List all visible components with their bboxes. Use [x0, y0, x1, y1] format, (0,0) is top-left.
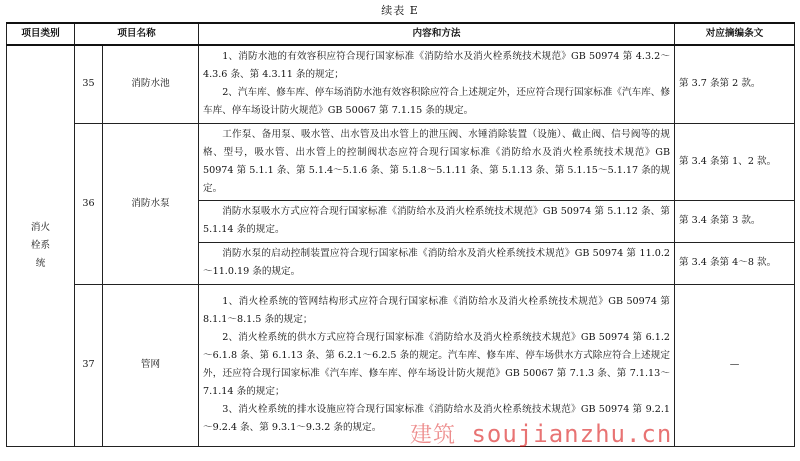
- content-paragraph: 消防水泵吸水方式应符合现行国家标准《消防给水及消火栓系统技术规范》GB 50974 第 5.1.12 条、第 5.1.14 条的规定。: [203, 206, 670, 235]
- row-reference: —: [675, 284, 795, 446]
- row-content: [199, 45, 675, 123]
- row-content: [199, 200, 675, 242]
- row-reference: 第 3.4 条第 1、2 款。: [675, 123, 795, 200]
- content-paragraph: 2、汽车库、修车库、停车场消防水池有效容积除应符合上述规定外，还应符合现行国家标准《汽车库、修车库、停车场设计防火规范》GB 50067 第 7.1.15 条的规定。: [203, 87, 670, 117]
- row-name: 管网: [103, 284, 199, 446]
- content-paragraph: 3、消火栓系统的排水设施应符合现行国家标准《消防给水及消火栓系统技术规范》GB 50974 第 9.2.1～9.2.4 条、第 9.3.1～9.3.2 条的规定。: [203, 404, 670, 433]
- content-paragraph: 1、消防水池的有效容积应符合现行国家标准《消防给水及消火栓系统技术规范》GB 50974 第 4.3.2～4.3.6 条、第 4.3.11 条的规定；: [203, 51, 670, 81]
- row-number: 35: [75, 45, 103, 123]
- row-content: [199, 284, 675, 446]
- watermark-cn: 建筑: [410, 423, 457, 448]
- row-content: [199, 242, 675, 284]
- row-name: 消防水池: [103, 45, 199, 123]
- header-item-name: 项目名称: [75, 23, 199, 45]
- content-paragraph: 消防水泵的启动控制装置应符合现行国家标准《消防给水及消火栓系统技术规范》GB 50974 第 11.0.2～11.0.19 条的规定。: [203, 248, 670, 277]
- row-reference: 第 3.4 条第 3 款。: [675, 200, 795, 242]
- category-cell: [7, 45, 75, 446]
- content-paragraph: 2、消火栓系统的供水方式应符合现行国家标准《消防给水及消火栓系统技术规范》GB 50974 第 6.1.2～6.1.8 条、第 6.1.13 条、第 6.2.1～6.2.5 条的规定。汽车库、修车库、停车场供水方式除应符合上述规定外，还应符合现行国家标准《汽车库、修车库、停车场设计防火规范》GB 50067 第 7.1.3 条、第 7.1.13～7.1.14 条的规定；: [203, 332, 670, 397]
- category-label: 消火栓系统: [30, 221, 51, 269]
- table-row: [7, 45, 795, 123]
- header-content: 内容和方法: [199, 23, 675, 45]
- watermark-text: soujianzhu.cn: [471, 420, 673, 448]
- content-paragraph: 1、消火栓系统的管网结构形式应符合现行国家标准《消防给水及消火栓系统技术规范》GB 50974 第 8.1.1～8.1.5 条的规定；: [203, 296, 670, 325]
- header-category: 项目类别: [7, 23, 75, 45]
- row-name: 消防水泵: [103, 123, 199, 284]
- row-number: 37: [75, 284, 103, 446]
- spec-table: [6, 22, 795, 447]
- row-content: [199, 123, 675, 200]
- header-reference: 对应摘编条文: [675, 23, 795, 45]
- table-row: [7, 284, 795, 446]
- table-row: [7, 123, 795, 200]
- row-number: 36: [75, 123, 103, 284]
- header-row: [7, 23, 795, 45]
- row-reference: 第 3.4 条第 4～8 款。: [675, 242, 795, 284]
- table-caption: 续表 E: [381, 4, 419, 17]
- row-reference: 第 3.7 条第 2 款。: [675, 45, 795, 123]
- content-paragraph: 工作泵、备用泵、吸水管、出水管及出水管上的泄压阀、水锤消除装置（设施）、截止阀、信号阀等的规格、型号，吸水管、出水管上的控制阀状态应符合现行国家标准《消防给水及消火栓系统技术规范》GB 50974 第 5.1.1 条、第 5.1.4～5.1.6 条、第 5.1.8～5.1.11 条、第 5.1.13 条、第 5.1.15～5.1.17 条的规定。: [203, 128, 670, 194]
